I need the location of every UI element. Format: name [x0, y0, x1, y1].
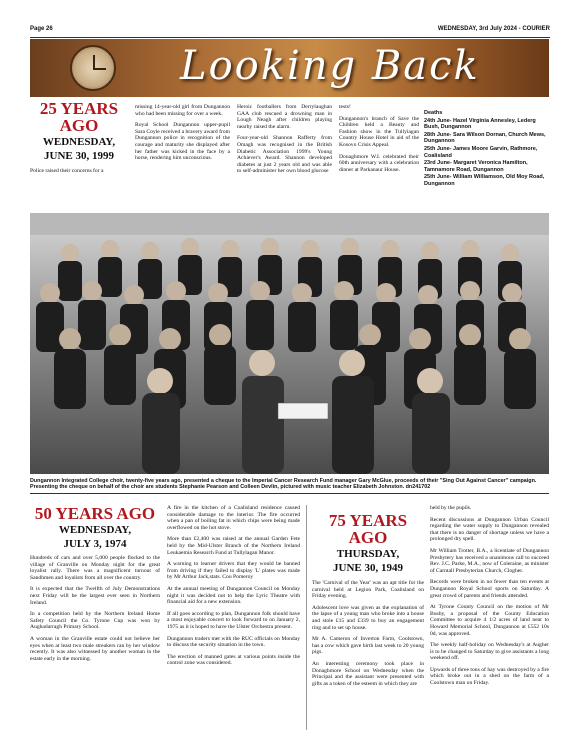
deaths-list [424, 110, 549, 189]
section-1949-date1: THURSDAY, [336, 548, 400, 560]
article-text: At the annual meeting of Dungannon Council on Monday night it was decided not to help the Lyric Theatre with financial aid for a new extension. [167, 585, 300, 606]
article-text: Hundreds of cars and over 5,000 people flocked to the village of Granville on Monday night for the great loyalist rally. There was a magnificent turnout of Sandhmen and loyalists from all over the country. [30, 555, 160, 581]
death-entry: 28th June- Sara Wilson Dornan, Church Mews, Dungannon [424, 131, 546, 145]
death-entry: 24th June- Hazel Virginia Annesley, Lederg Bush, Dungannon [424, 117, 536, 131]
article-text: The weekly half-holiday on Wednesday's at Augher is to be changed to Saturday to give assistants a long weekend off. [430, 642, 549, 662]
article-text: Heroic footballers from Derrylaughan GAA club rescued a drowning man in Lough Neagh after children playing nearby raised the alarm. [237, 104, 332, 130]
clock-icon [70, 45, 116, 91]
section-1949-col1 [312, 512, 424, 692]
article-text: Mr William Trotter, B.A., a licentiate of Dungannon Presbytery has received a unanimous call to succeed Rev. J.C. Parke, M.A., now of Coleraine, as minister of Carntall Presbyterian Church, Clogher. [430, 547, 549, 574]
article-text: tests! [339, 104, 351, 110]
section-1949-col2 [430, 505, 549, 692]
page-number: Page 26 [30, 26, 53, 32]
article-text: Dungannon traders met with the RUC officials on Monday to discuss the security situation in the town. [167, 635, 300, 649]
deaths-title: Deaths [424, 110, 443, 116]
article-text: A warning to learner drivers that they would be banned from driving if they failed to display 'L' plates was made by Mr Arthur Jack,stats. Cou Pomeroy [167, 561, 300, 581]
death-entry: 25th June- James Moore Garvin, Rathmore, Coalisland [424, 145, 538, 159]
article-text: Upwards of three tons of hay was destroyed by a fire which broke out in a shed on the farm of a Coolstown man on Friday. [430, 666, 549, 687]
article-text: Donaghmore W.I. celebrated their 60th anniversary with a celebration dinner at Parkanaur House. [339, 153, 419, 173]
article-text: Mr A. Cameron of Inverton Farm, Coolstown, has a cow which gave birth last week to 20 young pigs. [312, 636, 424, 656]
column-divider [306, 505, 307, 730]
article-text: Recent discussions at Dungannon Urban Council regarding the water supply to Dungannon revealed that there is no danger of shortage unless we have a prolonged dry spell. [430, 516, 549, 543]
article-text: More than £2,400 was raised at the annual Garden Fete held by the Mid-Ulster Branch of the Northern Ireland Leukaemia Research Fund at Tullylagan Manor. [167, 536, 300, 556]
section-1999-col2 [135, 104, 230, 167]
article-text: Dungannon's branch of Save the Children held a Beauty and Fashion show in the Tullyiagan Country House Hotel in aid of the Kosovo Crisis Appeal. [339, 115, 419, 148]
choir-photo [30, 213, 549, 474]
article-text: Adolescent love was given as the explanation of the lapse of a young man who broke into a house and stole £15 and £339 to buy an engagement ring and to set up house. [312, 604, 424, 631]
section-1999-heading [30, 100, 128, 162]
section-1999-years: 25 YEARS AGO [39, 99, 119, 135]
article-text: At Tyrone County Council on the motion of Mr Busby, a proposal of the County Education Committee to acquire 4 1/2 acres of land near to Howard Memorial School, Dungannon at £552 10s 0d, was approved. [430, 604, 549, 637]
death-entry: 25th June- William Williamson, Old Moy Road, Dungannon [424, 174, 545, 187]
article-text: missing 14-year-old girl from Dungannon who had been missing for over a week. [135, 104, 230, 117]
section-1949-years: 75 YEARS AGO [328, 511, 408, 547]
article-text: Four-year-old Shannon Rafferty from Omagh was recognised in the British Diabetic Association 1999's Young Achiever's Award. Shannon developed diabetes at just 2 years old and was able to self-administer her own blood glucose [237, 135, 332, 175]
section-1974-years: 50 YEARS AGO [34, 504, 156, 523]
article-text: In a competition held by the Northern Ireland Home Safety Council the Co. Tyrone Cup was won by Aughadarragh Primary School. [30, 611, 160, 631]
section-1974-col1 [30, 505, 160, 667]
section-1949-heading [312, 512, 424, 574]
section-1974-col2 [167, 505, 300, 672]
article-text: A fire in the kitchen of a Coalisland residence caused considerable damage to the interior. The fire occurred when a pan of boiling fat in which chips were being made overflowed on the hot stove. [167, 505, 300, 531]
page-header-strip [30, 26, 550, 38]
section-1949-date2: JUNE 30, 1949 [333, 562, 403, 574]
article-text: An interesting ceremony took place in Donaghmore School on Wednesday when the Principal and the assistant were presented with gifts as a token of the esteem in which they are [312, 660, 424, 687]
photo-caption: Dungannon Integrated College choir, twenty-five years ago, presented a cheque to the Imperial Cancer Research Fund manager Gary McGlue, proceeds of their "Sing Out Against Cancer" campaign. Presenting the cheque on behalf of the choir are students Stephanie Pearson and Colleen Devlin, pictured with music teacher Elizabeth Johnston. dn241702 [30, 478, 549, 494]
article-text: The erection of manned gates at various points inside the control zone was considered. [167, 653, 300, 667]
edition-line: WEDNESDAY, 3rd July 2024 - COURIER [437, 26, 550, 32]
article-text: Police raised their concerns for a [30, 168, 104, 174]
section-1999-date1: WEDNESDAY, [42, 136, 116, 148]
looking-back-banner [30, 39, 549, 97]
article-text: It is expected that the Twelfth of July Demonstrations next Friday will be the largest ever seen in Northern Ireland. [30, 586, 160, 606]
article-text: The 'Carnival of the Year' was an apt title for the carnival held at Legion Park, Coalisland on Friday evening. [312, 580, 424, 600]
section-1999-col1 [30, 100, 128, 180]
section-1999-col3 [237, 104, 332, 180]
choir-photo-image [30, 213, 549, 474]
article-text: Records were broken in no fewer than ten events at Dungannon Royal School sports on Saturday. A great crowd of parents and friends attended. [430, 579, 549, 599]
article-text: If all goes according to plan, Dungannon folk should have a most enjoyable concert to look forward to on January 2, 1975 as it is hoped to have the Ulster Orchestra present. [167, 610, 300, 630]
death-entry: 23rd June- Margaret Veronica Hamilton, Tamnamore Road, Dungannon [424, 160, 528, 173]
banner-title: Looking Back [180, 43, 480, 89]
article-text: A woman in the Granville estate could not believe her eyes when at least two male streakers ran by her window recently. It was also witnessed by another woman in the estate early in the morning. [30, 635, 160, 662]
article-text: held by the pupils. [430, 505, 472, 511]
section-1974-date2: JULY 3, 1974 [63, 538, 127, 550]
section-1999-col4 [339, 104, 419, 178]
section-1999-date2: JUNE 30, 1999 [44, 150, 114, 162]
section-1974-heading [30, 505, 160, 550]
section-1974-date1: WEDNESDAY, [58, 524, 132, 536]
article-text: Royal School Dungannon upper-pupil Sara Coyle received a bravery award from Dungannon police in recognition of the courage and maturity she displayed after her father was kicked in the face by a horse, rendering him unconscious. [135, 122, 230, 162]
